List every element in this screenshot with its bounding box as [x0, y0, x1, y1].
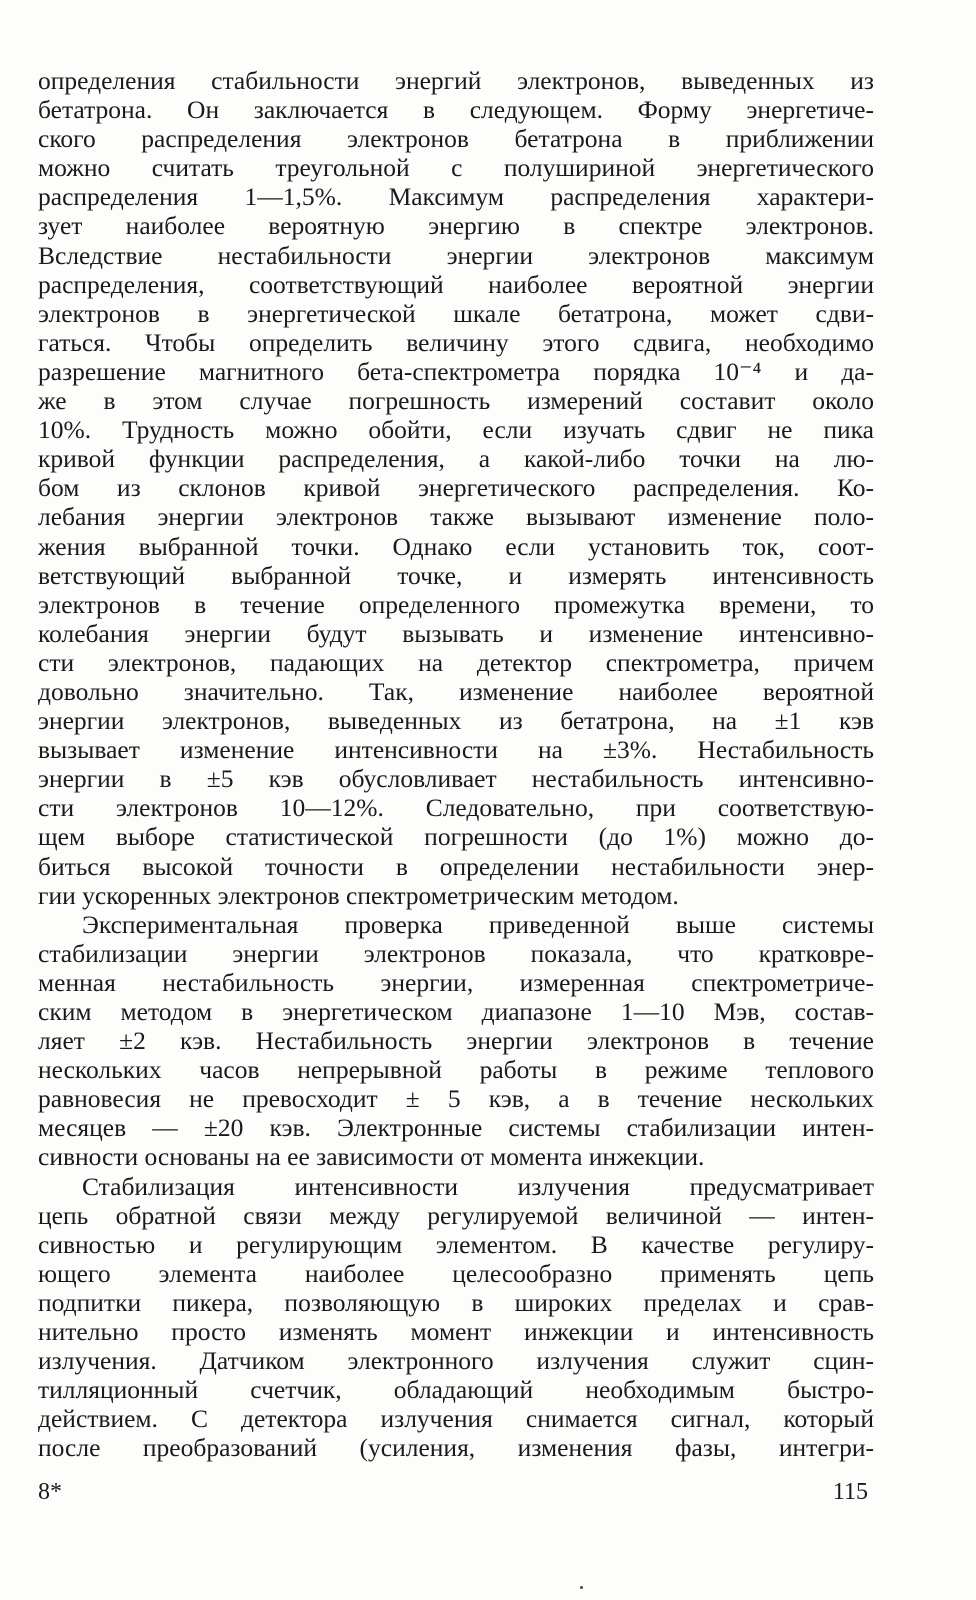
text-line: энергии в ±5 кэв обусловливает нестабильность интенсивно-: [38, 764, 874, 794]
text-line: цепь обратной связи между регулируемой величиной — интен-: [38, 1200, 874, 1230]
text-line: сивности основаны на ее зависимости от момента инжекции.: [38, 1142, 705, 1172]
text-line: после преобразований (усиления, изменения фазы, интегри-: [38, 1433, 874, 1463]
text-line: ляет ±2 кэв. Нестабильность энергии электронов в течение: [38, 1026, 874, 1056]
page-number: 115: [832, 1479, 868, 1505]
text-line: нескольких часов непрерывной работы в режиме теплового: [38, 1055, 874, 1085]
text-line: действием. С детектора излучения снимается сигнал, который: [38, 1404, 874, 1434]
text-line: 10%. Трудность можно обойти, если изучать сдвиг не пика: [38, 415, 874, 445]
text-line: биться высокой точности в определении нестабильности энер-: [38, 851, 874, 881]
text-line: жения выбранной точки. Однако если установить ток, соот-: [38, 531, 874, 561]
print-speck: [580, 1586, 583, 1589]
text-line: кривой функции распределения, а какой-либо точки на лю-: [38, 444, 874, 474]
text-line: колебания энергии будут вызывать и изменение интенсивно-: [38, 618, 874, 648]
text-line: стабилизации энергии электронов показала, что кратковре-: [38, 938, 874, 968]
text-line: лебания энергии электронов также вызывают изменение поло-: [38, 502, 874, 532]
text-line: ского распределения электронов бетатрона в приближении: [38, 124, 874, 154]
text-line: месяцев — ±20 кэв. Электронные системы стабилизации интен-: [38, 1113, 874, 1143]
text-line: бетатрона. Он заключается в следующем. Форму энергетиче-: [38, 95, 874, 125]
text-line: определения стабильности энергий электронов, выведенных из: [38, 66, 874, 95]
text-line: Вследствие нестабильности энергии электронов максимум: [38, 240, 874, 270]
text-line: электронов в течение определенного промежутка времени, то: [38, 589, 874, 619]
text-line: гаться. Чтобы определить величину этого сдвига, необходимо: [38, 327, 874, 357]
body-text: [38, 66, 874, 1463]
text-line: энергии электронов, выведенных из бетатрона, на ±1 кэв: [38, 706, 874, 736]
text-line: же в этом случае погрешность измерений составит около: [38, 386, 874, 416]
text-line: довольно значительно. Так, изменение наиболее вероятной: [38, 676, 874, 706]
page-footer: [38, 1476, 868, 1508]
text-line: гии ускоренных электронов спектрометрическим методом.: [38, 880, 679, 910]
text-line: щем выборе статистической погрешности (до 1%) можно до-: [38, 822, 874, 852]
text-line: электронов в энергетической шкале бетатрона, может сдви-: [38, 298, 874, 328]
text-line: бом из склонов кривой энергетического распределения. Ко-: [38, 473, 874, 503]
text-line: зует наиболее вероятную энергию в спектре электронов.: [38, 211, 874, 241]
text-line: распределения, соответствующий наиболее вероятной энергии: [38, 269, 874, 299]
text-line: сти электронов, падающих на детектор спектрометра, причем: [38, 647, 874, 677]
text-line: Стабилизация интенсивности излучения предусматривает: [82, 1171, 874, 1201]
text-line: ветствующий выбранной точке, и измерять интенсивность: [38, 560, 874, 590]
text-line: сивностью и регулирующим элементом. В качестве регулиру-: [38, 1229, 874, 1259]
text-line: подпитки пикера, позволяющую в широких пределах и срав-: [38, 1287, 874, 1317]
text-line: можно считать треугольной с полушириной энергетического: [38, 153, 874, 183]
text-line: разрешение магнитного бета-спектрометра порядка 10⁻⁴ и да-: [38, 356, 874, 386]
text-line: сти электронов 10—12%. Следовательно, при соответствую-: [38, 793, 874, 823]
text-line: ским методом в энергетическом диапазоне 1—10 Мэв, состав-: [38, 997, 874, 1026]
text-line: равновесия не превосходит ± 5 кэв, а в течение нескольких: [38, 1084, 874, 1114]
text-line: распределения 1—1,5%. Максимум распределения характери-: [38, 182, 874, 212]
text-line: менная нестабильность энергии, измеренная спектрометриче-: [38, 967, 874, 997]
signature-mark: 8*: [38, 1479, 62, 1505]
text-line: Экспериментальная проверка приведенной выше системы: [82, 909, 874, 939]
text-line: тилляционный счетчик, обладающий необходимым быстро-: [38, 1375, 874, 1405]
text-line: вызывает изменение интенсивности на ±3%. Нестабильность: [38, 735, 874, 765]
text-line: нительно просто изменять момент инжекции и интенсивность: [38, 1317, 874, 1347]
text-line: ющего элемента наиболее целесообразно применять цепь: [38, 1258, 874, 1288]
text-line: излучения. Датчиком электронного излучения служит сцин-: [38, 1346, 874, 1376]
